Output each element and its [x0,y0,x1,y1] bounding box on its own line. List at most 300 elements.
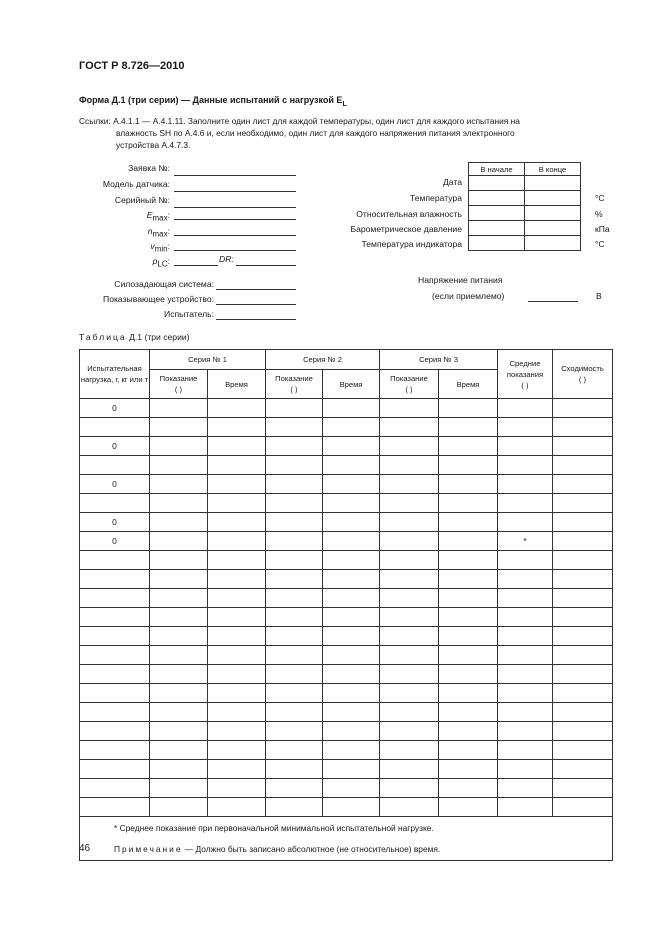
data-cell[interactable] [323,437,380,456]
data-cell[interactable] [266,646,323,665]
data-cell[interactable] [208,570,266,589]
emax-label: $E_{max}$: [146,210,170,223]
data-cell[interactable] [553,513,613,532]
data-cell[interactable] [323,570,380,589]
table-caption [79,332,190,342]
condition-label-date: Дата [442,177,462,187]
data-cell[interactable] [150,722,208,741]
data-cell[interactable] [553,570,613,589]
load-cell[interactable] [80,798,150,817]
data-cell[interactable] [439,418,498,437]
data-cell[interactable] [150,646,208,665]
load-cell[interactable] [80,570,150,589]
data-cell[interactable] [323,798,380,817]
load-cell[interactable] [80,779,150,798]
data-cell[interactable] [439,798,498,817]
emax-symbol: E [146,210,153,220]
data-cell[interactable] [439,589,498,608]
conditions-cell[interactable] [469,221,525,236]
load-cell[interactable]: 0 [80,399,150,418]
load-cell[interactable] [80,722,150,741]
load-cell[interactable] [80,741,150,760]
data-cell[interactable] [150,418,208,437]
data-cell[interactable] [553,532,613,551]
data-cell[interactable] [266,703,323,722]
table-row [80,399,613,418]
data-cell[interactable] [266,798,323,817]
data-cell[interactable] [266,722,323,741]
data-cell[interactable] [498,646,553,665]
serial-field[interactable] [174,207,296,208]
data-cell[interactable] [323,779,380,798]
col-header-average-unit: ( ) [521,380,529,390]
data-cell[interactable] [208,779,266,798]
data-cell[interactable] [380,437,439,456]
data-cell[interactable] [266,779,323,798]
data-cell[interactable] [498,475,553,494]
voltage-field[interactable] [528,301,578,302]
data-cell[interactable] [439,437,498,456]
table-row [80,456,613,475]
unit-humidity: % [595,209,603,219]
data-cell[interactable] [380,532,439,551]
data-cell[interactable] [150,513,208,532]
table-row [80,703,613,722]
emax-field[interactable] [174,219,296,220]
data-cell[interactable] [553,589,613,608]
data-cell[interactable] [380,589,439,608]
footnote-note [80,839,613,861]
data-cell[interactable] [208,703,266,722]
vmin-label: $v_{min}$: [150,241,170,254]
data-cell[interactable] [208,532,266,551]
data-cell[interactable] [208,456,266,475]
load-cell[interactable] [80,646,150,665]
data-cell[interactable] [208,437,266,456]
form-title-subscript: L [342,100,347,108]
data-cell[interactable] [150,798,208,817]
table-row [80,494,613,513]
data-cell[interactable] [150,475,208,494]
data-cell[interactable] [380,399,439,418]
data-cell[interactable] [323,418,380,437]
data-cell[interactable] [498,589,553,608]
col-header-average-label: Средние показания [506,358,544,379]
col-header-reading-1 [150,370,208,399]
data-cell[interactable] [498,513,553,532]
data-cell[interactable] [266,551,323,570]
reading-unit: ( ) [174,385,183,394]
references [79,115,619,151]
data-cell[interactable] [208,760,266,779]
references-line-2: влажность SH по А.4.6 и, если необходимо, один лист для каждого напряжения питания электронного [116,128,515,138]
data-cell[interactable] [380,608,439,627]
load-cell[interactable] [80,456,150,475]
data-cell[interactable] [208,627,266,646]
table-row [80,475,613,494]
data-cell[interactable] [323,627,380,646]
col-header-time-3: Время [439,370,498,399]
table-row [80,684,613,703]
data-cell[interactable] [150,437,208,456]
load-cell[interactable] [80,494,150,513]
application-label: Заявка №: [128,163,170,173]
conditions-cell[interactable] [469,206,525,221]
data-cell[interactable] [323,494,380,513]
load-cell[interactable]: 0 [80,437,150,456]
data-cell[interactable] [323,532,380,551]
data-cell[interactable] [439,513,498,532]
data-cell[interactable] [498,722,553,741]
col-header-reading-3 [380,370,439,399]
unit-pressure: кПа [595,224,610,234]
data-cell[interactable] [553,741,613,760]
page-number: 46 [79,843,91,854]
data-cell[interactable] [323,665,380,684]
conditions-cell[interactable] [469,176,525,191]
data-cell[interactable] [380,665,439,684]
data-cell[interactable] [553,494,613,513]
data-cell[interactable] [553,551,613,570]
load-cell[interactable]: 0 [80,513,150,532]
table-row [80,741,613,760]
data-cell[interactable] [439,779,498,798]
conditions-cell[interactable] [525,176,581,191]
data-cell[interactable] [498,418,553,437]
application-field[interactable] [174,175,296,176]
data-cell[interactable] [208,798,266,817]
data-cell[interactable] [380,551,439,570]
tester-field[interactable] [216,319,296,320]
reading-unit: ( ) [290,385,298,394]
vmin-field[interactable] [174,250,296,251]
col-header-average [498,350,553,399]
data-cell[interactable] [439,741,498,760]
load-cell[interactable]: 0 [80,475,150,494]
document-header: ГОСТ Р 8.726—2010 [79,60,185,72]
load-cell[interactable] [80,608,150,627]
nmax-symbol: n [147,226,153,236]
data-cell[interactable] [266,608,323,627]
condition-label-temperature: Температура [409,193,462,203]
average-cell-star[interactable]: * [498,532,553,551]
conditions-cell[interactable] [525,221,581,236]
table-row [80,570,613,589]
data-cell[interactable] [498,608,553,627]
data-cell[interactable] [439,475,498,494]
data-cell[interactable] [498,703,553,722]
conditions-cell[interactable] [525,236,581,251]
table-caption-word: Таблица [79,332,127,342]
load-cell[interactable] [80,627,150,646]
data-cell[interactable] [323,646,380,665]
data-cell[interactable] [266,475,323,494]
table-row [80,779,613,798]
col-header-series-1: Серия № 1 [150,350,266,370]
data-cell[interactable] [380,798,439,817]
data-cell[interactable] [380,475,439,494]
data-cell[interactable] [208,513,266,532]
data-cell[interactable] [498,779,553,798]
data-cell[interactable] [553,703,613,722]
data-cell[interactable] [439,456,498,475]
data-cell[interactable] [439,722,498,741]
data-cell[interactable] [553,627,613,646]
conditions-cell[interactable] [469,236,525,251]
data-cell[interactable] [553,684,613,703]
table-row [80,760,613,779]
plc-label: $p_{LC}$: [152,256,170,269]
data-cell[interactable] [498,551,553,570]
plc-subscript: LC [157,259,168,269]
data-cell[interactable] [266,399,323,418]
data-cell[interactable] [150,551,208,570]
data-cell[interactable] [150,399,208,418]
data-cell[interactable] [323,703,380,722]
data-cell[interactable] [439,646,498,665]
conditions-cell[interactable] [469,191,525,206]
data-cell[interactable] [150,665,208,684]
references-line-1: Ссылки: А.4.1.1 — А.4.1.11. Заполните один лист для каждой температуры, один лист для каждого испытания на [79,116,520,126]
table-row [80,646,613,665]
data-cell[interactable] [150,532,208,551]
tester-label: Испытатель: [164,309,214,319]
col-header-reading-2 [266,370,323,399]
col-header-series-3: Серия № 3 [380,350,498,370]
data-cell[interactable] [150,779,208,798]
data-cell[interactable] [208,741,266,760]
sensor-model-label: Модель датчика: [102,179,170,189]
data-cell[interactable] [266,494,323,513]
data-cell[interactable] [498,399,553,418]
data-cell[interactable] [266,513,323,532]
data-cell[interactable] [439,760,498,779]
note-word: Примечание [114,844,183,855]
data-cell[interactable] [553,760,613,779]
conditions-table [468,162,581,251]
emax-subscript: max [152,213,168,223]
data-cell[interactable] [498,627,553,646]
table-row [80,437,613,456]
dr-field[interactable] [236,265,296,266]
reading-label: Показание [390,374,428,383]
data-cell[interactable] [553,608,613,627]
data-cell[interactable] [380,741,439,760]
data-cell[interactable] [380,513,439,532]
data-cell[interactable] [150,589,208,608]
data-cell[interactable] [439,494,498,513]
data-cell[interactable] [150,456,208,475]
data-cell[interactable] [208,551,266,570]
data-cell[interactable] [553,475,613,494]
data-cell[interactable] [553,665,613,684]
data-cell[interactable] [323,722,380,741]
data-cell[interactable] [439,608,498,627]
load-cell[interactable] [80,684,150,703]
data-cell[interactable] [266,437,323,456]
table-row [80,798,613,817]
load-cell[interactable] [80,589,150,608]
data-cell[interactable] [266,456,323,475]
data-cell[interactable] [150,627,208,646]
table-row [80,418,613,437]
load-system-label: Силозадающая система: [114,279,214,289]
data-cell[interactable] [150,570,208,589]
data-cell[interactable] [150,760,208,779]
data-cell[interactable] [266,665,323,684]
reading-label: Показание [275,374,313,383]
data-cell[interactable] [553,779,613,798]
plc-field[interactable] [174,265,218,266]
nmax-field[interactable] [174,235,296,236]
data-cell[interactable] [150,703,208,722]
table-row [80,722,613,741]
data-cell[interactable] [439,532,498,551]
indicator-label: Показывающее устройство: [103,294,214,304]
data-cell[interactable] [380,684,439,703]
data-cell[interactable] [208,589,266,608]
data-cell[interactable] [439,570,498,589]
data-cell[interactable] [266,418,323,437]
data-cell[interactable] [323,551,380,570]
conditions-cell[interactable] [525,206,581,221]
data-cell[interactable] [380,646,439,665]
data-cell[interactable] [439,665,498,684]
data-cell[interactable] [380,722,439,741]
data-cell[interactable] [380,703,439,722]
data-cell[interactable] [498,437,553,456]
references-line-3: устройства А.4.7.3. [116,140,191,150]
table-row [80,608,613,627]
load-cell[interactable] [80,703,150,722]
serial-label: Серийный №: [114,195,170,205]
data-cell[interactable] [498,798,553,817]
table-row [80,627,613,646]
data-cell[interactable] [439,627,498,646]
load-cell[interactable] [80,665,150,684]
data-cell[interactable] [498,741,553,760]
data-cell[interactable] [553,437,613,456]
data-cell[interactable] [266,684,323,703]
table-row [80,665,613,684]
data-cell[interactable] [323,456,380,475]
load-cell[interactable] [80,418,150,437]
vmin-subscript: min [154,244,168,254]
table-row [80,589,613,608]
data-cell[interactable] [150,494,208,513]
data-cell[interactable] [208,722,266,741]
conditions-cell[interactable] [525,191,581,206]
data-cell[interactable] [439,551,498,570]
data-cell[interactable] [150,684,208,703]
table-row [80,551,613,570]
data-cell[interactable] [266,627,323,646]
table-body [80,399,613,817]
data-cell[interactable] [553,646,613,665]
data-cell[interactable] [323,513,380,532]
data-cell[interactable] [208,684,266,703]
data-cell[interactable] [439,684,498,703]
data-cell[interactable] [380,456,439,475]
data-cell[interactable] [439,703,498,722]
data-cell[interactable] [323,399,380,418]
data-cell[interactable] [323,684,380,703]
condition-label-humidity: Относительная влажность [356,209,462,219]
col-header-time-1: Время [208,370,266,399]
condition-label-pressure: Барометрическое давление [350,224,462,234]
data-cell[interactable] [380,760,439,779]
data-cell[interactable] [208,494,266,513]
load-cell[interactable] [80,551,150,570]
data-cell[interactable] [553,722,613,741]
indicator-field[interactable] [216,304,296,305]
data-cell[interactable] [380,627,439,646]
dr-label: DR: [219,254,234,264]
data-cell[interactable] [498,494,553,513]
data-cell[interactable] [380,494,439,513]
data-cell[interactable] [498,665,553,684]
data-cell[interactable] [208,665,266,684]
data-cell[interactable] [553,399,613,418]
data-cell[interactable] [266,760,323,779]
data-cell[interactable] [323,760,380,779]
data-cell[interactable] [380,418,439,437]
data-cell[interactable] [208,646,266,665]
test-data-table [79,349,613,861]
col-header-repeatability-label: Сходимость [561,364,604,373]
condition-label-indicator-temperature: Температура индикатора [361,239,462,249]
col-header-repeatability-unit: ( ) [578,375,587,384]
data-cell[interactable] [150,608,208,627]
data-cell[interactable] [323,608,380,627]
col-header-time-2: Время [323,370,380,399]
data-cell[interactable] [323,589,380,608]
data-cell[interactable] [208,399,266,418]
data-cell[interactable] [380,779,439,798]
data-cell[interactable] [266,589,323,608]
data-cell[interactable] [208,418,266,437]
data-cell[interactable] [498,456,553,475]
load-cell[interactable]: 0 [80,532,150,551]
reading-label: Показание [159,374,198,383]
sensor-model-field[interactable] [174,191,296,192]
data-cell[interactable] [498,684,553,703]
vmin-symbol: v [150,241,155,251]
table-row [80,513,613,532]
data-cell[interactable] [553,798,613,817]
data-cell[interactable] [208,608,266,627]
data-cell[interactable] [553,456,613,475]
data-cell[interactable] [266,741,323,760]
data-cell[interactable] [498,570,553,589]
data-cell[interactable] [266,570,323,589]
plc-symbol: p [152,256,158,266]
data-cell[interactable] [380,570,439,589]
data-cell[interactable] [439,399,498,418]
data-cell[interactable] [553,418,613,437]
data-cell[interactable] [150,741,208,760]
conditions-header-start: В начале [469,163,525,176]
data-cell[interactable] [323,475,380,494]
data-cell[interactable] [498,760,553,779]
load-cell[interactable] [80,760,150,779]
col-header-load: Испытательная нагрузка, г, кг или т [80,350,150,399]
data-cell[interactable] [266,532,323,551]
data-cell[interactable] [208,475,266,494]
data-cell[interactable] [323,741,380,760]
load-system-field[interactable] [216,289,296,290]
form-title [79,95,347,108]
